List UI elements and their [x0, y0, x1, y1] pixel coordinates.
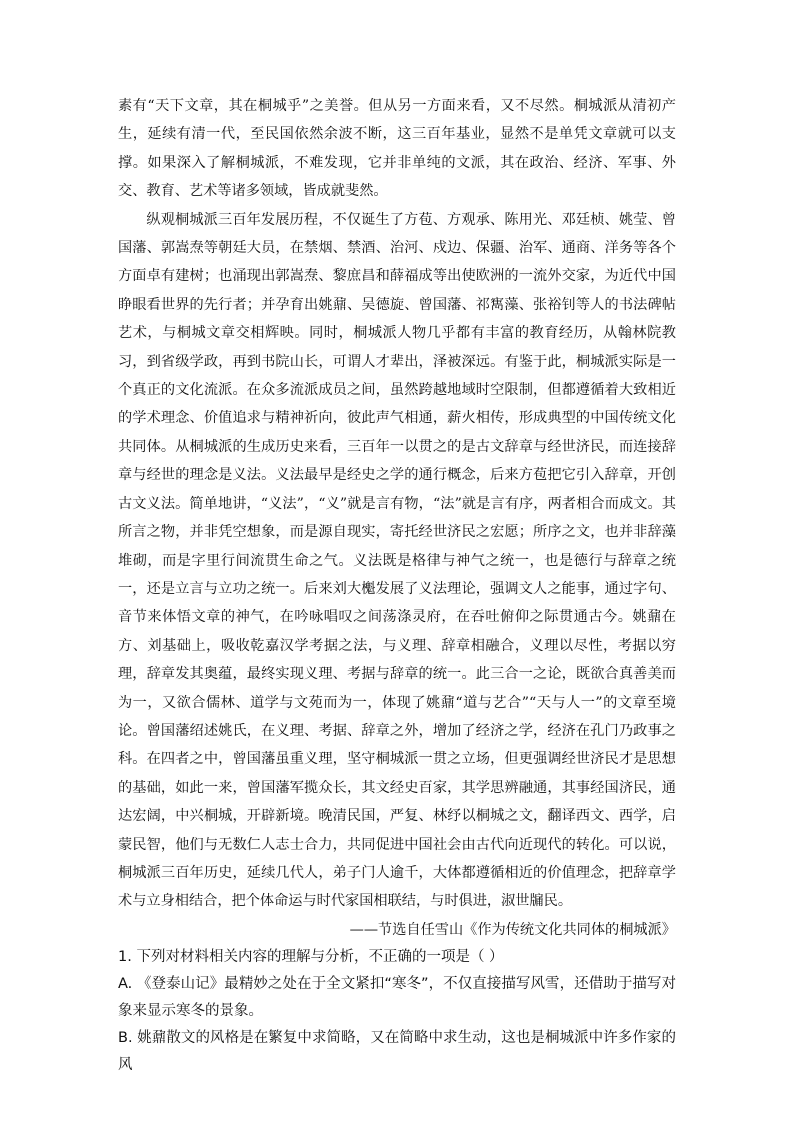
article-source: ——节选自任雪山《作为传统文化共同体的桐城派》 [349, 921, 676, 938]
article-paragraph-1: 素有“天下文章，其在桐城乎”之美誉。但从另一方面来看，又不尽然。桐城派从清初产生，延续有清一代，至民国依然余波不断，这三百年基业，显然不是单凭文章就可以支撑。如果深入了解桐城派，不难发现，它并非单纯的文派，其在政治、经济、军事、外交、教育、艺术等诸多领域，皆成就斐然。 [118, 98, 676, 200]
document-page [118, 92, 676, 1079]
question-1-stem: 1. 下列对材料相关内容的理解与分析，不正确的一项是（ ） [118, 948, 504, 965]
question-1-option-b: B. 姚鼐散文的风格是在繁复中求简略，又在简略中求生动，这也是桐城派中许多作家的风 [118, 1029, 676, 1073]
article-paragraph-2: 纵观桐城派三百年发展历程，不仅诞生了方苞、方观承、陈用光、邓廷桢、姚莹、曾国藩、郭嵩焘等朝廷大员，在禁烟、禁酒、治河、戍边、保疆、治军、通商、洋务等各个方面卓有建树；也涌现出郭嵩焘、黎庶昌和薛福成等出使欧洲的一流外交家，为近代中国睁眼看世界的先行者；并孕育出姚鼐、吴德旋、曾国藩、祁寯藻、张裕钊等人的书法碑帖艺术，与桐城文章交相辉映。同时，桐城派人物几乎都有丰富的教育经历，从翰林院教习，到省级学政，再到书院山长，可谓人才辈出，泽被深远。有鉴于此，桐城派实际是一个真正的文化流派。在众多流派成员之间，虽然跨越地域时空限制，但都遵循着大致相近的学术理念、价值追求与精神祈向，彼此声气相通，薪火相传，形成典型的中国传统文化共同体。从桐城派的生成历史来看，三百年一以贯之的是古文辞章与经世济民，而连接辞章与经世的理念是义法。义法最早是经史之学的通行概念，后来方苞把它引入辞章，开创古文义法。简单地讲，“义法”，“义”就是言有物，“法”就是言有序，两者相合而成文。其所言之物，并非凭空想象，而是源自现实，寄托经世济民之宏愿；所序之文，也并非辞藻堆砌，而是字里行间流贯生命之气。义法既是格律与神气之统一，也是德行与辞章之统一，还是立言与立功之统一。后来刘大櫆发展了义法理论，强调文人之能事，通过字句、音节来体悟文章的神气，在吟咏唱叹之间荡涤灵府，在吞吐俯仰之际贯通古今。姚鼐在方、刘基础上，吸收乾嘉汉学考据之法，与义理、辞章相融合，义理以尽性，考据以穷理，辞章发其奥蕴，最终实现义理、考据与辞章的统一。此三合一之论，既欲合真善美而为一，又欲合儒林、道学与文苑而为一，体现了姚鼐“道与艺合”“天与人一”的文章至境论。曾国藩绍述姚氏，在义理、考据、辞章之外，增加了经济之学，经济在孔门乃政事之科。在四者之中，曾国藩虽重义理，坚守桐城派一贯之立场，但更强调经世济民才是思想的基础，如此一来，曾国藩军揽众长，其文经史百家，其学思辨融通，其事经国济民，通达宏阔，中兴桐城，开辟新境。晚清民国，严复、林纾以桐城之文，翻译西文、西学，启蒙民智，他们与无数仁人志士合力，共同促进中国社会由古代向近现代的转化。可以说，桐城派三百年历史，延续几代人，弟子门人逾千，大体都遵循相近的价值理念，把辞章学术与立身相结合，把个体命运与时代家国相联结，与时俱进，淑世牖民。 [118, 211, 676, 910]
question-1-option-a: A. 《登泰山记》最精妙之处在于全文紧扣“寒冬”，不仅直接描写风雪，还借助于描写对象来显示寒冬的景象。 [118, 975, 676, 1019]
